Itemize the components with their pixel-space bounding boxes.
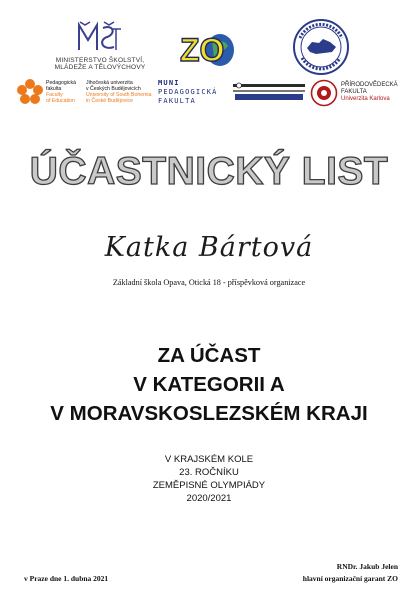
school-name: Základní škola Opava, Otická 18 - příspěvková organizace	[112, 278, 306, 287]
zo-logo	[178, 28, 236, 70]
round-line: 23. ROČNÍKU	[179, 467, 239, 478]
jcu-line: v Českých Budějovicích	[86, 86, 141, 92]
prf-line: Univerzita Karlova	[341, 96, 390, 102]
pedf-jc-text	[46, 80, 86, 112]
muni-logo	[158, 79, 230, 111]
jcu-line: Jihočeská univerzita	[86, 80, 133, 86]
ostrava-university-logo	[233, 82, 305, 104]
pedf-jc-flower-icon	[16, 78, 46, 110]
round-line: ZEMĚPISNÉ OLYMPIÁDY	[152, 480, 266, 491]
pedf-jc-line: fakulta	[46, 86, 62, 92]
jcu-line: University of South Bohemia	[86, 92, 152, 98]
muni-line: FAKULTA	[158, 97, 196, 105]
award-line: V MORAVSKOSLEZSKÉM KRAJI	[50, 402, 368, 425]
msmt-logo-text	[40, 57, 160, 71]
signer-name: RNDr. Jakub Jelen	[336, 562, 398, 571]
muni-line: PEDAGOGICKÁ	[158, 88, 218, 96]
place-and-date: v Praze dne 1. dubna 2021	[24, 574, 109, 583]
page-title: ÚČASTNICKÝ LIST	[29, 150, 389, 193]
pedf-jc-line: of Education	[46, 98, 75, 104]
zo-logo-text: ZO	[180, 32, 225, 68]
prf-line: FAKULTA	[341, 89, 367, 95]
jcu-line: in České Budějovice	[86, 98, 134, 104]
msmt-line-2: MLÁDEŽE A TĚLOVÝCHOVY	[54, 64, 146, 71]
muni-line: MUNI	[158, 79, 180, 87]
cgs-seal-logo	[292, 18, 350, 76]
prf-uk-text	[341, 82, 411, 103]
msmt-line-1: MINISTERSTVO ŠKOLSTVÍ,	[55, 57, 145, 64]
award-line: ZA ÚČAST	[157, 344, 261, 367]
pedf-jc-line: Pedagogická	[46, 80, 76, 86]
charles-university-seal-icon	[310, 79, 338, 107]
participant-name: Katka Bártová	[104, 232, 314, 263]
signer-role: hlavní organizační garant ZO	[302, 574, 398, 583]
round-line: 2020/2021	[186, 493, 232, 504]
jcu-text	[86, 80, 156, 112]
award-line: V KATEGORII A	[133, 373, 285, 396]
signature-block	[246, 561, 398, 585]
pedf-jc-line: Faculty	[46, 92, 63, 98]
msmt-logo-mark	[76, 20, 122, 54]
prf-line: PŘÍRODOVĚDECKÁ	[341, 82, 398, 88]
round-line: V KRAJSKÉM KOLE	[164, 454, 254, 465]
